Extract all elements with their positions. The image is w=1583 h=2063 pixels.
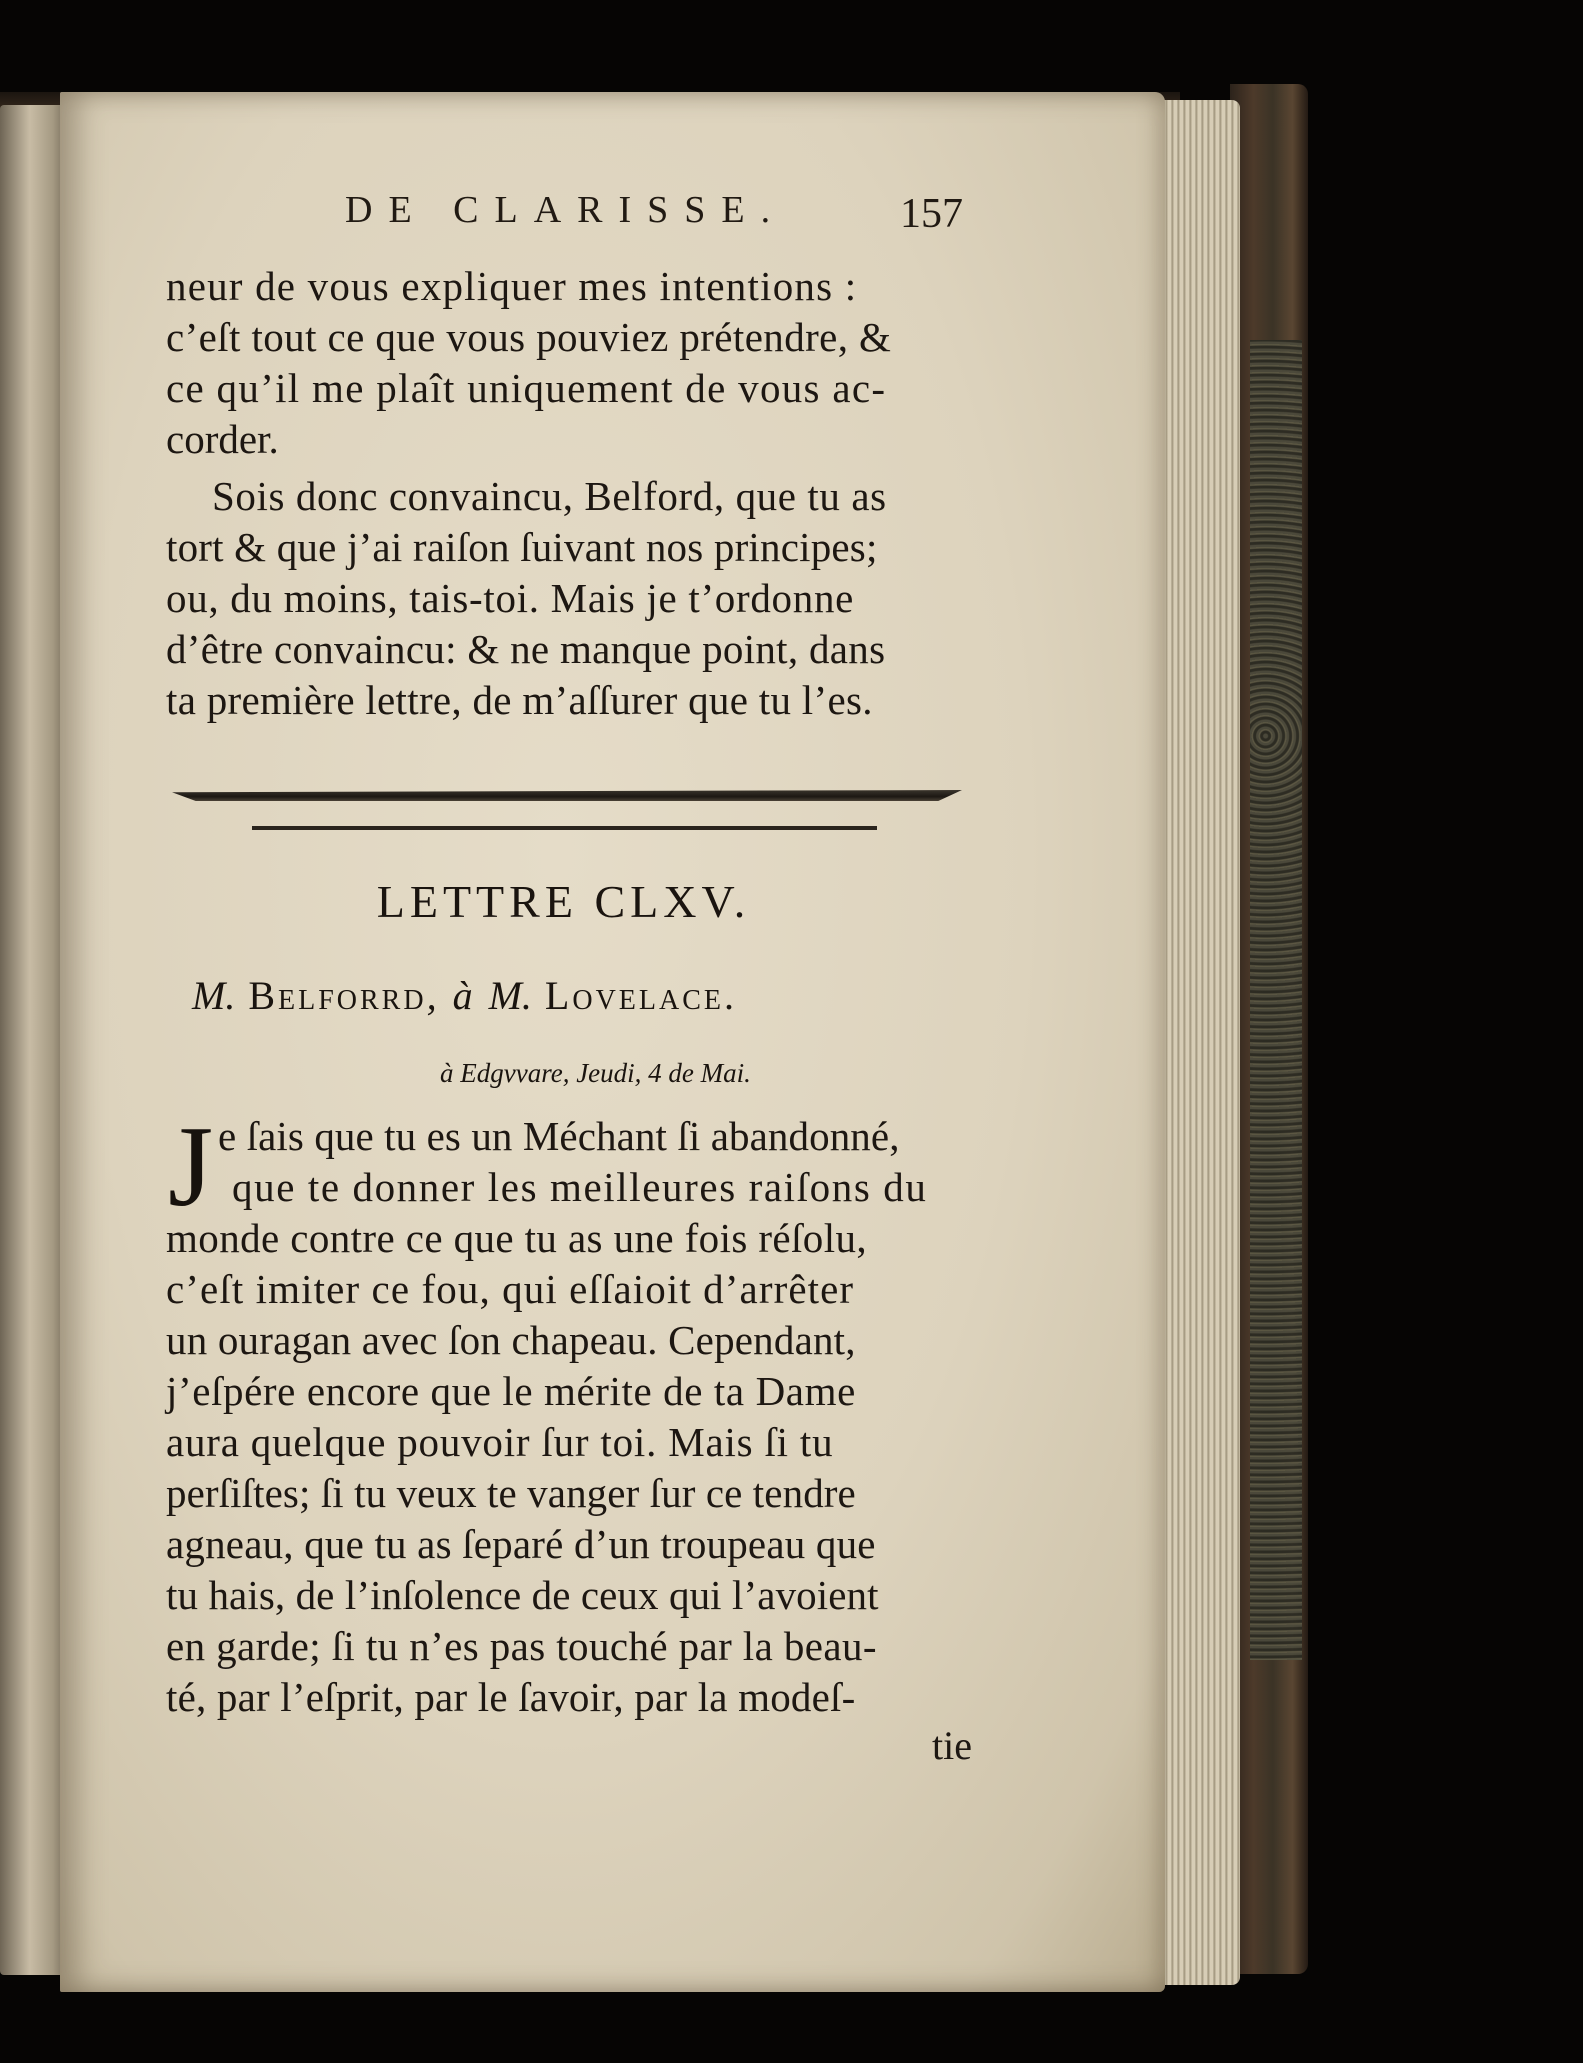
- text-line: d’être convaincu: & ne manque point, dans: [166, 626, 886, 672]
- salutation-prefix-2: M.: [488, 973, 532, 1018]
- text-line: ce qu’il me plaît uniquement de vous ac-: [166, 365, 887, 411]
- text-line: tort & que j’ai raiſon ſuivant nos principes;: [166, 524, 878, 570]
- salutation-mid: , à: [426, 973, 476, 1018]
- text-line: neur de vous expliquer mes intentions :: [166, 263, 858, 309]
- text-line: té, par l’eſprit, par le ſavoir, par la modeſ-: [166, 1674, 856, 1720]
- marbled-cover: [1250, 340, 1302, 1660]
- salutation-from: Belforrd: [248, 973, 427, 1018]
- text-line: aura quelque pouvoir ſur toi. Mais ſi tu: [166, 1419, 834, 1465]
- text-line: tu hais, de l’inſolence de ceux qui l’avoient: [166, 1572, 879, 1618]
- letter-dateline: à Edgvvare, Jeudi, 4 de Mai.: [440, 1058, 751, 1088]
- page-number: 157: [900, 191, 963, 237]
- text-line: e ſais que tu es un Méchant ſi abandonné,: [218, 1113, 900, 1159]
- left-page-edge: [0, 105, 66, 1975]
- running-title: DE CLARISSE.: [345, 189, 787, 231]
- salutation-to: Lovelace.: [544, 973, 738, 1018]
- letter-title: LETTRE CLXV.: [376, 876, 751, 927]
- text-line: c’eſt tout ce que vous pouviez prétendre, &: [166, 314, 892, 360]
- text-line: que te donner les meilleures raiſons du: [232, 1164, 928, 1210]
- catchword: tie: [932, 1723, 972, 1768]
- drop-cap: J: [168, 1103, 214, 1231]
- text-line: j’eſpére encore que le mérite de ta Dame: [166, 1368, 856, 1414]
- text-line: perſiſtes; ſi tu veux te vanger ſur ce tendre: [166, 1470, 856, 1516]
- text-line: en garde; ſi tu n’es pas touché par la beau-: [166, 1623, 877, 1669]
- text-line: ta première lettre, de m’aſſurer que tu l’es.: [166, 677, 873, 723]
- text-line: c’eſt imiter ce fou, qui eſſaioit d’arrêter: [166, 1266, 855, 1312]
- text-line: ou, du moins, tais-toi. Mais je t’ordonne: [166, 575, 855, 621]
- text-line: un ouragan avec ſon chapeau. Cependant,: [166, 1317, 856, 1363]
- salutation-prefix: M.: [192, 973, 236, 1018]
- text-line: corder.: [166, 416, 279, 462]
- text-line: monde contre ce que tu as une fois réſolu,: [166, 1215, 868, 1261]
- divider-rule: [252, 826, 877, 830]
- text-line: agneau, que tu as ſeparé d’un troupeau que: [166, 1521, 876, 1567]
- text-line: Sois donc convaincu, Belford, que tu as: [212, 473, 887, 519]
- letter-salutation: [192, 972, 962, 1019]
